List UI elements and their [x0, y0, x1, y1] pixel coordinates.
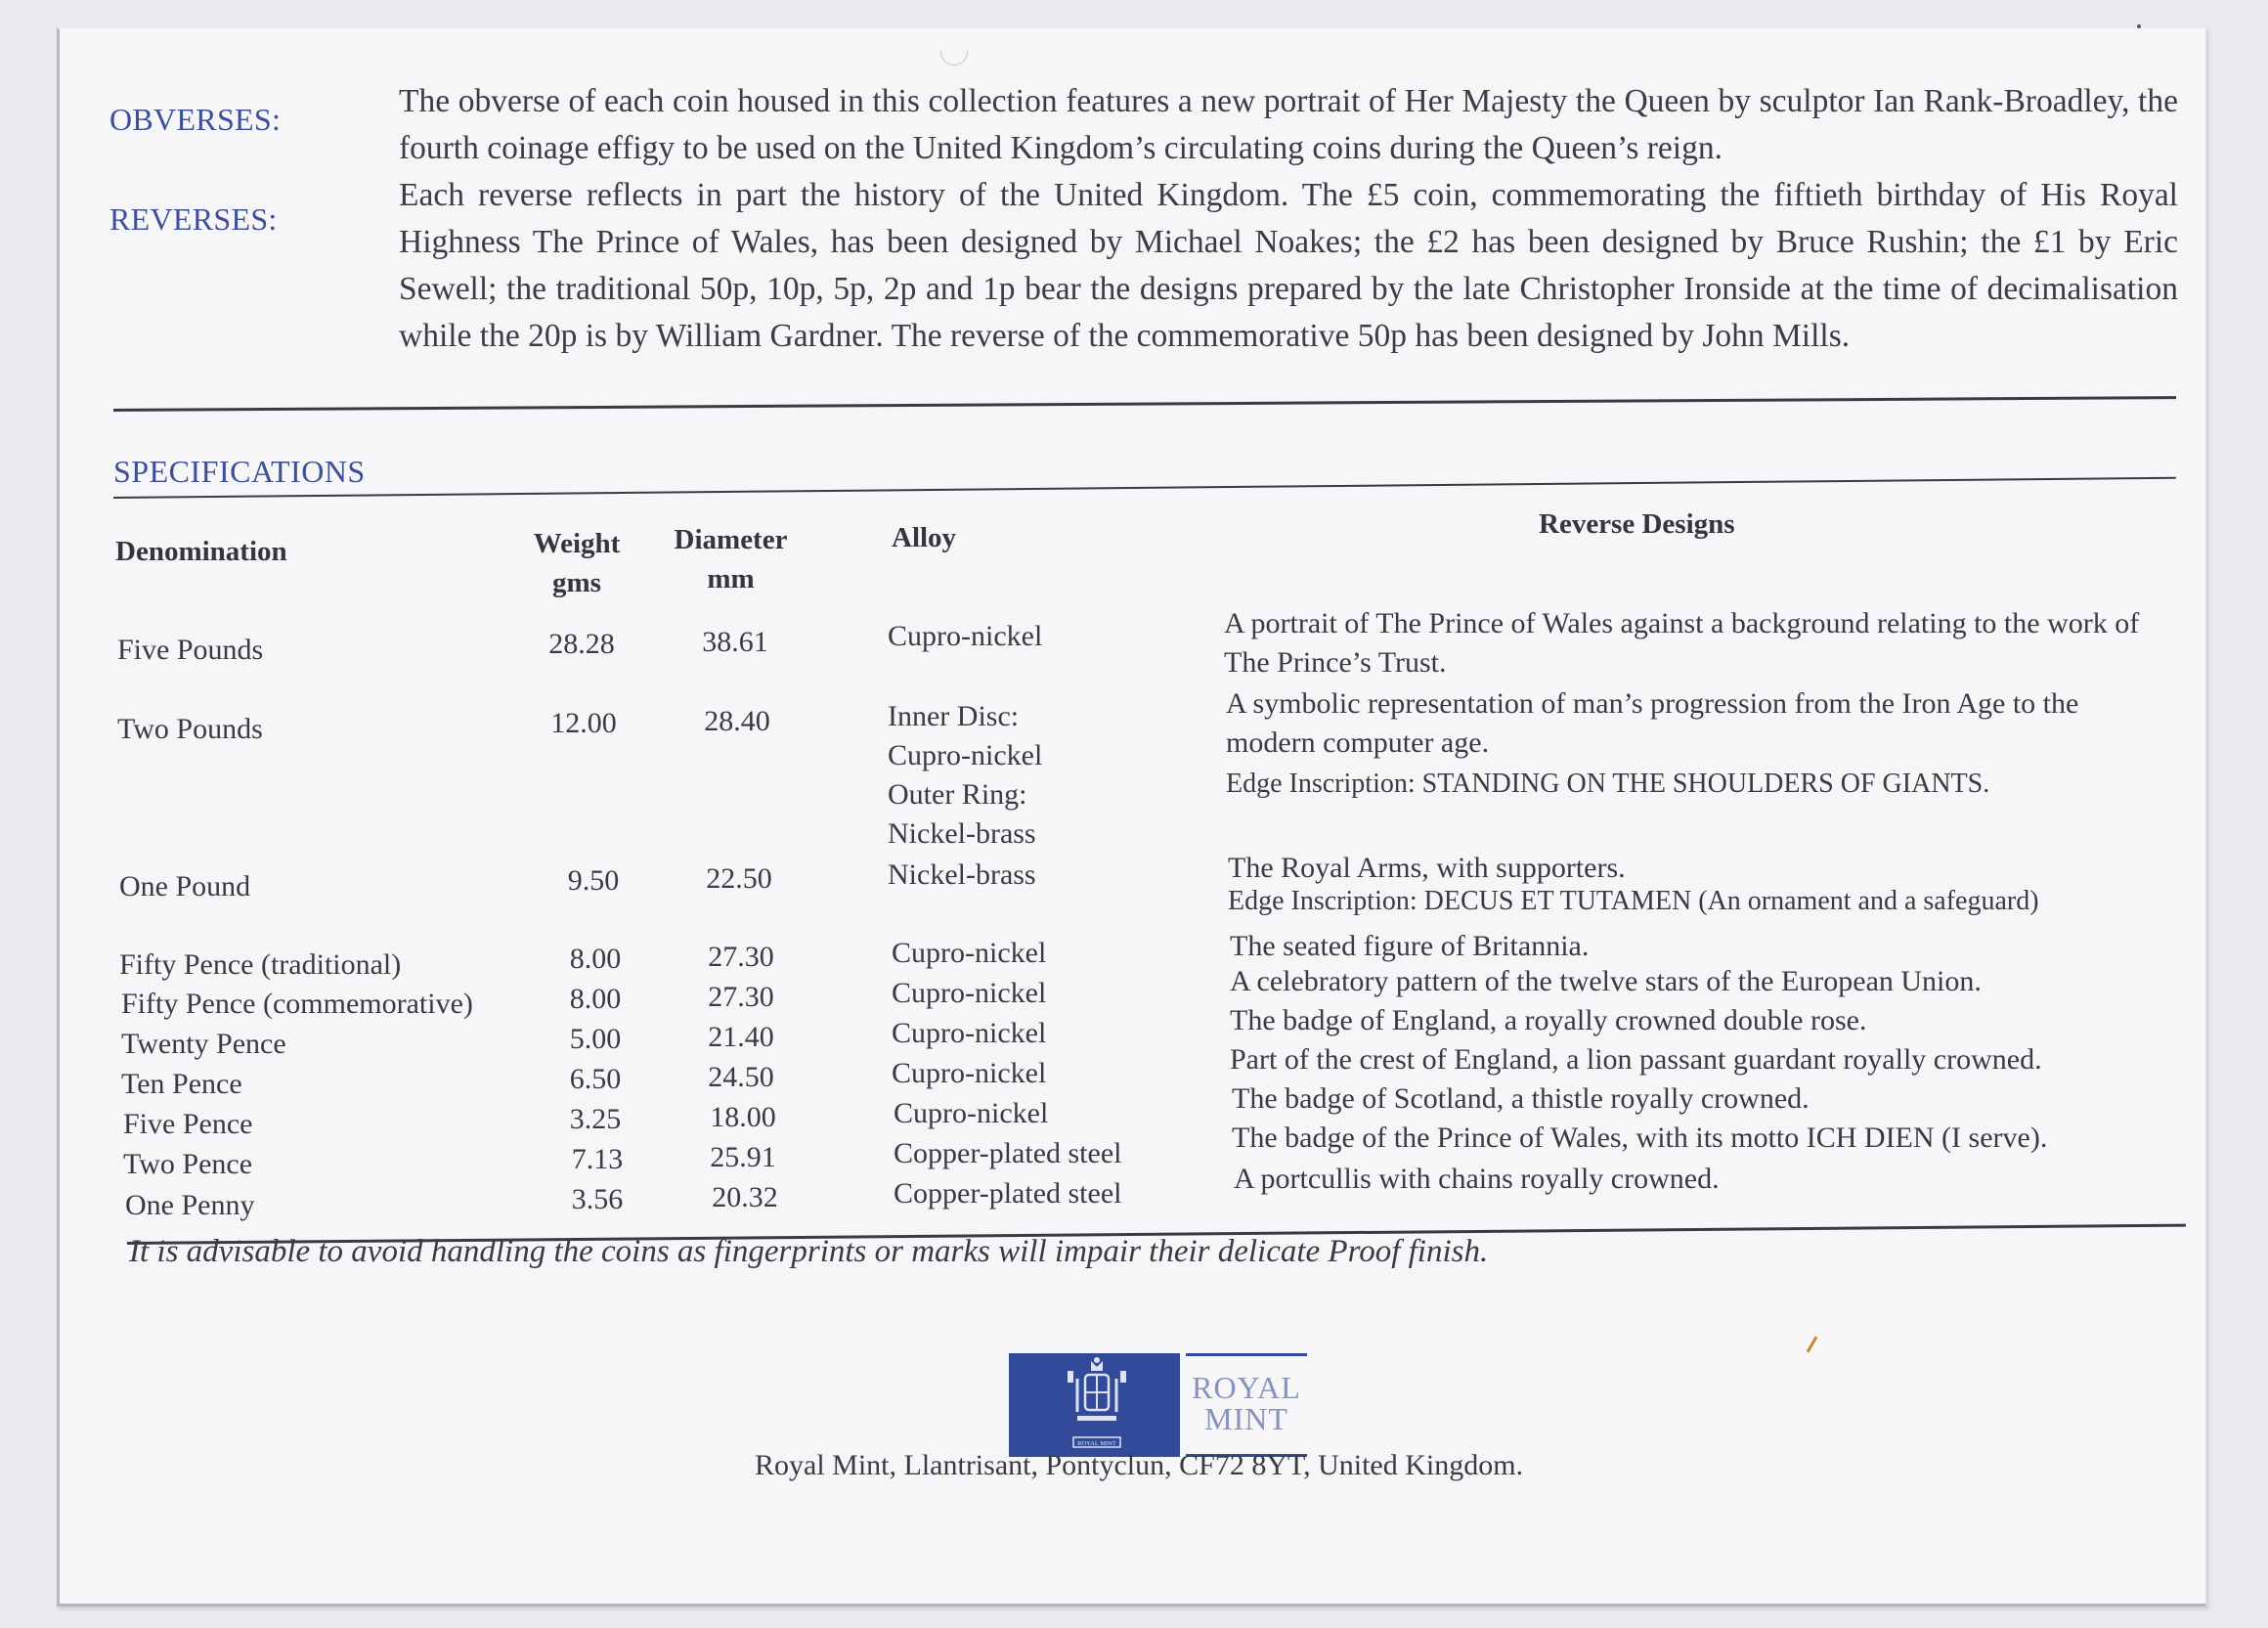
weight-cell: 8.00: [569, 943, 622, 975]
obverses-label: OBVERSES:: [109, 102, 282, 137]
handling-notice: It is advisable to avoid handling the coins as fingerprints or marks will impair their delicate Proof finish.: [129, 1234, 1489, 1269]
alloy-cell: Cupro-nickel: [892, 1017, 1047, 1049]
denomination-cell: One Penny: [125, 1189, 255, 1221]
header-diameter: [655, 520, 807, 598]
diameter-cell: 25.91: [710, 1141, 776, 1173]
wordmark-line-1: ROYAL: [1192, 1370, 1301, 1405]
diameter-cell: 20.32: [712, 1181, 778, 1213]
diameter-cell: 18.00: [710, 1101, 776, 1133]
weight-cell: 5.00: [569, 1023, 622, 1055]
address: Royal Mint, Llantrisant, Pontyclun, CF72 8YT, United Kingdom.: [755, 1449, 1524, 1481]
design-cell: The badge of Scotland, a thistle royally crowned.: [1232, 1082, 1810, 1115]
alloy-cell: Nickel-brass: [888, 817, 1036, 850]
header-weight-label: Weight: [533, 528, 621, 559]
denomination-cell: Five Pence: [123, 1108, 253, 1140]
denomination-cell: Fifty Pence (traditional): [119, 948, 402, 981]
design-cell: A symbolic representation of man’s progression from the Iron Age to the modern computer age.: [1226, 687, 2079, 759]
alloy-cell: Copper-plated steel: [894, 1177, 1122, 1210]
edge-inscription-cell: Edge Inscription: DECUS ET TUTAMEN (An ornament and a safeguard): [1228, 886, 2039, 916]
royal-mint-wordmark: [1186, 1353, 1307, 1457]
diameter-cell: 28.40: [704, 705, 770, 737]
wordmark-line-2: MINT: [1204, 1401, 1288, 1436]
diameter-cell: 24.50: [708, 1061, 774, 1093]
alloy-cell: Copper-plated steel: [894, 1137, 1122, 1169]
denomination-cell: One Pound: [119, 870, 251, 902]
alloy-cell: Cupro-nickel: [894, 1097, 1049, 1129]
header-denomination: Denomination: [115, 536, 287, 567]
diameter-cell: 38.61: [702, 626, 768, 658]
weight-cell: 3.25: [569, 1103, 622, 1135]
denomination-cell: Twenty Pence: [121, 1028, 286, 1060]
header-weight: [508, 524, 645, 602]
alloy-cell: Cupro-nickel: [888, 620, 1043, 652]
design-cell: A portcullis with chains royally crowned.: [1234, 1163, 1720, 1195]
obverses-text: The obverse of each coin housed in this collection features a new portrait of Her Majesty the Queen by sculptor Ian Rank-Broadley, the fourth coinage effigy to be used on the United Kingdom’s circulating coins during the Queen’s reign.: [399, 83, 2178, 166]
diameter-cell: 21.40: [708, 1021, 774, 1053]
weight-cell: 7.13: [571, 1143, 624, 1175]
design-cell: The badge of the Prince of Wales, with its motto ICH DIEN (I serve).: [1232, 1122, 2048, 1154]
denomination-cell: Ten Pence: [121, 1068, 242, 1100]
denomination-cell: Two Pence: [123, 1148, 253, 1180]
denomination-cell: Fifty Pence (commemorative): [121, 988, 473, 1020]
diameter-cell: 27.30: [708, 941, 774, 973]
alloy-cell: Inner Disc:: [888, 700, 1020, 732]
alloy-cell: Nickel-brass: [888, 858, 1036, 891]
header-weight-unit: gms: [552, 567, 601, 598]
design-cell: The Royal Arms, with supporters.: [1228, 852, 1626, 884]
design-cell: Part of the crest of England, a lion passant guardant royally crowned.: [1230, 1043, 2042, 1076]
edge-inscription-cell: Edge Inscription: STANDING ON THE SHOULDERS OF GIANTS.: [1226, 769, 1990, 799]
scan-speck: [2137, 24, 2141, 28]
weight-cell: 3.56: [571, 1183, 624, 1215]
weight-cell: 9.50: [567, 864, 620, 897]
reverses-text: Each reverse reflects in part the history of the United Kingdom. The £5 coin, commemorating the fiftieth birthday of His Royal Highness The Prince of Wales, has been designed by Michael Noakes; the £2 has been designed by Bruce Rushin; the £1 by Eric Sewell; the traditional 50p, 10p, 5p, 2p and 1p bear the designs prepared by the late Christopher Ironside at the time of decimalisation while the 20p is by William Gardner. The reverse of the commemorative 50p has been designed by John Mills.: [399, 177, 2178, 354]
alloy-cell: Cupro-nickel: [892, 1057, 1047, 1089]
design-cell: The badge of England, a royally crowned double rose.: [1230, 1004, 1867, 1036]
royal-arms-crest-icon: [1009, 1353, 1180, 1457]
reverses-label: REVERSES:: [109, 201, 278, 237]
denomination-cell: Two Pounds: [117, 713, 263, 745]
svg-text:ROYAL MINT: ROYAL MINT: [1077, 1440, 1116, 1447]
header-alloy: Alloy: [892, 522, 957, 553]
royal-mint-logo-badge: [1009, 1353, 1180, 1457]
alloy-cell: Outer Ring:: [888, 778, 1027, 811]
weight-cell: 8.00: [569, 983, 622, 1015]
alloy-cell: Cupro-nickel: [888, 739, 1043, 771]
diameter-cell: 22.50: [706, 862, 772, 895]
weight-cell: 28.28: [548, 628, 615, 660]
design-cell: A portrait of The Prince of Wales against a background relating to the work of The Prince’s Trust.: [1224, 607, 2140, 679]
weight-cell: 6.50: [569, 1063, 622, 1095]
specifications-title: SPECIFICATIONS: [113, 454, 366, 489]
alloy-cell: Cupro-nickel: [892, 977, 1047, 1009]
header-diameter-unit: mm: [707, 563, 755, 594]
header-reverse-designs: Reverse Designs: [1539, 508, 1735, 540]
weight-cell: 12.00: [550, 707, 617, 739]
design-cell: A celebratory pattern of the twelve stars of the European Union.: [1230, 965, 1982, 997]
denomination-cell: Five Pounds: [117, 634, 264, 666]
alloy-cell: Cupro-nickel: [892, 937, 1047, 969]
header-diameter-label: Diameter: [674, 524, 788, 555]
diameter-cell: 27.30: [708, 981, 774, 1013]
design-cell: The seated figure of Britannia.: [1230, 930, 1590, 962]
